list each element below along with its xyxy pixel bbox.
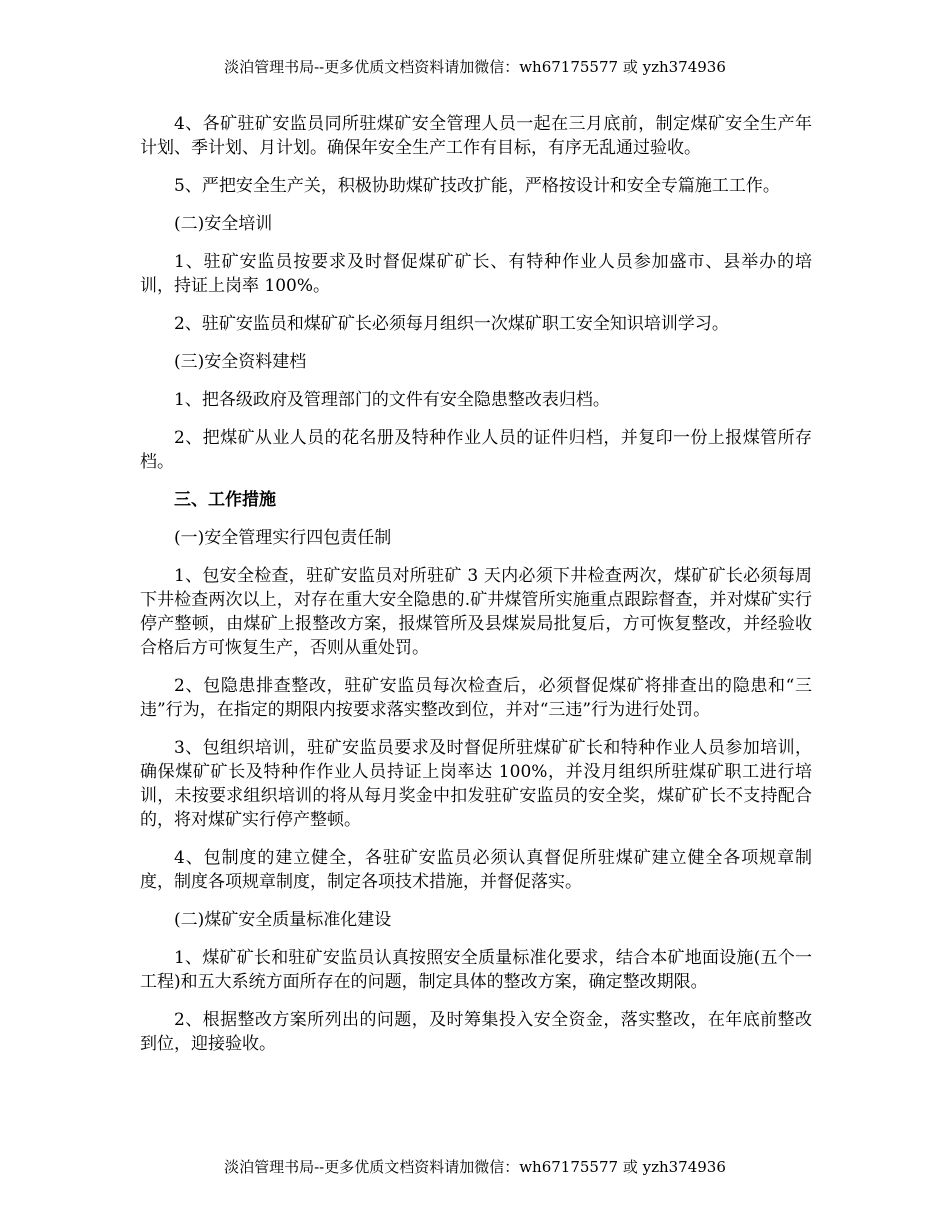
paragraph-production: 5、严把安全生产关，积极协助煤矿技改扩能，严格按设计和安全专篇施工工作。 xyxy=(174,176,780,196)
subheading-responsibility: (一)安全管理实行四包责任制 xyxy=(174,528,392,548)
paragraph-plan: 4、各矿驻矿安监员同所驻煤矿安全管理人员一起在三月底前，制定煤矿安全生产年计划、季计划、月计划。确保年安全生产工作有目标，有序无乱通过验收。 xyxy=(140,114,812,158)
subheading-standardization: (二)煤矿安全质量标准化建设 xyxy=(174,910,392,930)
paragraph-standard-1: 1、煤矿矿长和驻矿安监员认真按照安全质量标准化要求，结合本矿地面设施(五个一工程)和五大系统方面所存在的问题，制定具体的整改方案，确定整改期限。 xyxy=(140,948,812,992)
paragraph-archive-2: 2、把煤矿从业人员的花名册及特种作业人员的证件归档，并复印一份上报煤管所存档。 xyxy=(140,428,812,472)
paragraph-training-1: 1、驻矿安监员按要求及时督促煤矿矿长、有特种作业人员参加盛市、县举办的培训，持证上岗率 100%。 xyxy=(140,252,812,296)
paragraph-archive-1: 1、把各级政府及管理部门的文件有安全隐患整改表归档。 xyxy=(174,390,610,410)
page-footer: 淡泊管理书局--更多优质文档资料请加微信：wh67175577 或 yzh374936 xyxy=(224,1158,726,1176)
paragraph-standard-2: 2、根据整改方案所列出的问题，及时筹集投入安全资金，落实整改，在年底前整改到位，迎接验收。 xyxy=(140,1010,812,1054)
subheading-archive: (三)安全资料建档 xyxy=(174,352,307,372)
subheading-training: (二)安全培训 xyxy=(174,214,273,234)
paragraph-inspection: 1、包安全检查，驻矿安监员对所驻矿 3 天内必须下井检查两次，煤矿矿长必须每周下井检查两次以上，对存在重大安全隐患的.矿井煤管所实施重点跟踪督查，并对煤矿实行停产整顿，由煤矿上报整改方案，报煤管所及县煤炭局批复后，方可恢复整改，并经验收合格后方可恢复生产，否则从重处罚。 xyxy=(140,566,812,658)
paragraph-training-2: 2、驻矿安监员和煤矿矿长必须每月组织一次煤矿职工安全知识培训学习。 xyxy=(174,314,729,334)
section-heading-measures: 三、工作措施 xyxy=(174,490,276,510)
page-header: 淡泊管理书局--更多优质文档资料请加微信：wh67175577 或 yzh374936 xyxy=(224,58,726,76)
paragraph-hazard: 2、包隐患排查整改，驻矿安监员每次检查后，必须督促煤矿将排查出的隐患和“三违”行为，在指定的期限内按要求落实整改到位，并对“三违”行为进行处罚。 xyxy=(140,676,812,720)
paragraph-organize-training: 3、包组织培训，驻矿安监员要求及时督促所驻煤矿矿长和特种作业人员参加培训，确保煤矿矿长及特种作作业人员持证上岗率达 100%，并没月组织所驻煤矿职工进行培训，未按要求组织培训的将从每月奖金中扣发驻矿安监员的安全奖，煤矿矿长不支持配合的，将对煤矿实行停产整顿。 xyxy=(140,738,812,830)
paragraph-rules: 4、包制度的建立健全，各驻矿安监员必须认真督促所驻煤矿建立健全各项规章制度，制度各项规章制度，制定各项技术措施，并督促落实。 xyxy=(140,848,812,892)
document-body xyxy=(140,112,812,1070)
